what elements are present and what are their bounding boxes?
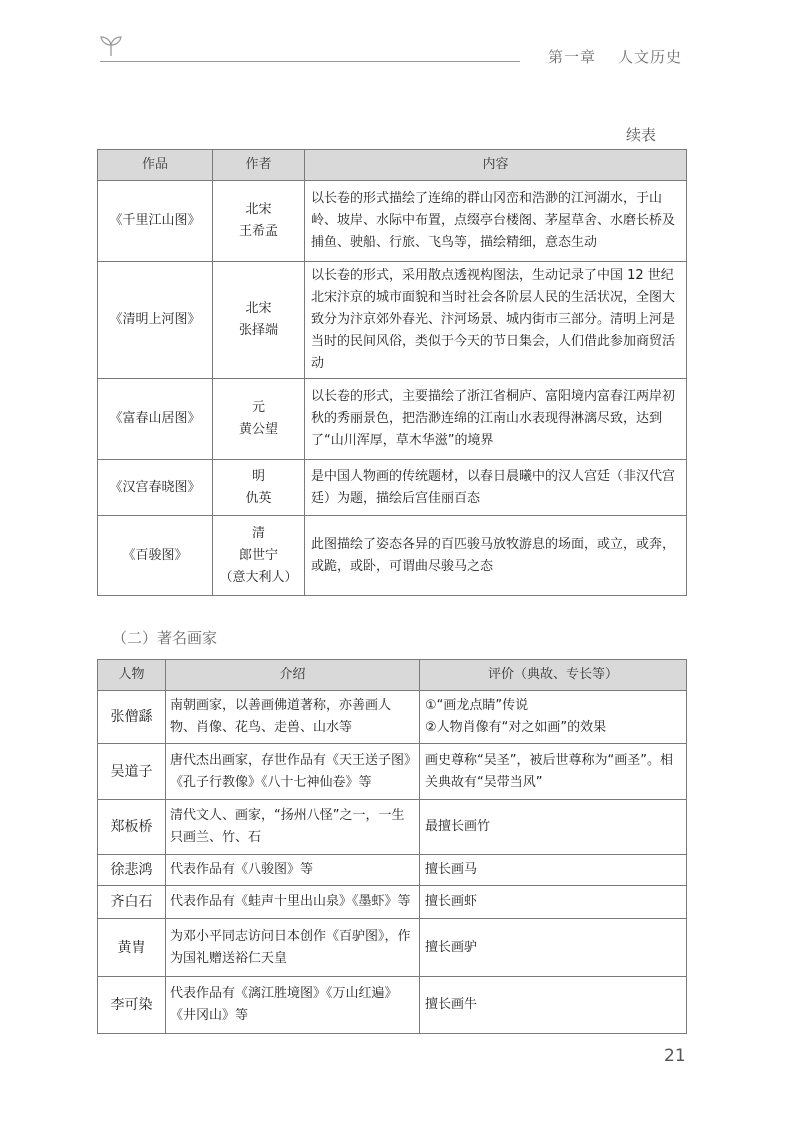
work-author (213, 379, 305, 460)
work-title: 《汉宫春晓图》 (98, 460, 213, 516)
table-row (98, 181, 687, 262)
author-dynasty: 北宋 (245, 202, 272, 217)
work-author (213, 181, 305, 262)
painter-evaluation: 画史尊称“吴圣”，被后世尊称为“画圣”。相关典故有“吴带当风” (420, 744, 687, 800)
work-content: 是中国人物画的传统题材，以春日晨曦中的汉人宫廷（非汉代宫廷）为题，描绘后宫佳丽百态 (305, 460, 687, 516)
painter-intro: 代表作品有《漓江胜境图》《万山红遍》《井冈山》等 (166, 977, 420, 1034)
painter-name: 郑板桥 (98, 800, 166, 855)
chapter-title: 人文历史 (618, 48, 683, 66)
column-header-author: 作者 (213, 150, 305, 181)
painter-evaluation: 擅长画虾 (420, 886, 687, 919)
table-row (98, 460, 687, 516)
page-header (0, 0, 800, 80)
column-header-person: 人物 (98, 660, 166, 691)
author-name: 仇英 (245, 490, 272, 506)
painter-intro: 代表作品有《蛙声十里出山泉》《墨虾》等 (166, 886, 420, 919)
painter-name: 齐白石 (98, 886, 166, 919)
painter-name: 李可染 (98, 977, 166, 1034)
author-nationality: （意大利人） (219, 569, 298, 585)
painter-name: 徐悲鸿 (98, 855, 166, 886)
table-row (98, 379, 687, 460)
table-row (98, 516, 687, 596)
painter-evaluation: 擅长画驴 (420, 919, 687, 977)
table-row (98, 691, 687, 744)
painter-evaluation (420, 691, 687, 744)
author-name: 黄公望 (238, 422, 278, 437)
painter-evaluation: 擅长画马 (420, 855, 687, 886)
work-title: 《百骏图》 (98, 516, 213, 596)
author-name: 郎世宁 (238, 547, 278, 563)
work-author (213, 460, 305, 516)
author-dynasty: 元 (251, 400, 265, 415)
author-dynasty: 清 (251, 525, 265, 541)
table-row (98, 744, 687, 800)
column-header-evaluation: 评价（典故、专长等） (420, 660, 687, 691)
painter-name: 张僧繇 (98, 691, 166, 744)
painter-evaluation: 最擅长画竹 (420, 800, 687, 855)
painter-evaluation: 擅长画牛 (420, 977, 687, 1034)
table-row (98, 977, 687, 1034)
painter-intro: 为邓小平同志访问日本创作《百驴图》，作为国礼赠送裕仁天皇 (166, 919, 420, 977)
painter-intro: 唐代杰出画家，存世作品有《天王送子图》《孔子行教像》《八十七神仙卷》等 (166, 744, 420, 800)
author-dynasty: 北宋 (245, 301, 272, 316)
work-title: 《清明上河图》 (98, 262, 213, 379)
table-row (98, 855, 687, 886)
header-rule (100, 61, 520, 62)
column-header-content: 内容 (305, 150, 687, 181)
work-content: 此图描绘了姿态各异的百匹骏马放牧游息的场面，或立，或奔，或跪，或卧，可谓曲尽骏马之态 (305, 516, 687, 596)
painter-intro: 清代文人、画家，“扬州八怪”之一，一生只画兰、竹、石 (166, 800, 420, 855)
table-row (98, 886, 687, 919)
author-dynasty: 明 (251, 468, 265, 484)
work-title: 《千里江山图》 (98, 181, 213, 262)
work-content: 以长卷的形式，主要描绘了浙江省桐庐、富阳境内富春江两岸初秋的秀丽景色，把浩渺连绵的江南山水表现得淋漓尽致，达到了“山川浑厚，草木华滋”的境界 (305, 379, 687, 460)
work-author (213, 516, 305, 596)
author-name: 张择端 (238, 323, 278, 338)
column-header-intro: 介绍 (166, 660, 420, 691)
table-header-row (98, 150, 687, 181)
painter-name: 黄胄 (98, 919, 166, 977)
column-header-work: 作品 (98, 150, 213, 181)
section-title: （二）著名画家 (112, 629, 218, 647)
evaluation-line: ②人物肖像有“对之如画”的效果 (425, 720, 607, 735)
table-row (98, 800, 687, 855)
sprout-icon (96, 30, 126, 60)
painters-table (97, 659, 687, 1034)
page-number: 21 (664, 1046, 686, 1066)
table-row (98, 919, 687, 977)
artworks-table (97, 149, 687, 596)
work-author (213, 262, 305, 379)
continued-label: 续表 (626, 126, 657, 144)
chapter-heading (548, 46, 682, 67)
work-title: 《富春山居图》 (98, 379, 213, 460)
table-header-row (98, 660, 687, 691)
painter-name: 吴道子 (98, 744, 166, 800)
painter-intro: 代表作品有《八骏图》等 (166, 855, 420, 886)
painter-intro: 南朝画家，以善画佛道著称，亦善画人物、肖像、花鸟、走兽、山水等 (166, 691, 420, 744)
chapter-number: 第一章 (548, 48, 597, 66)
author-name: 王希孟 (238, 224, 278, 239)
evaluation-line: ①“画龙点睛”传说 (425, 698, 529, 713)
work-content: 以长卷的形式描绘了连绵的群山冈峦和浩渺的江河湖水，于山岭、坡岸、水际中布置，点缀亭台楼阁、茅屋草舍、水磨长桥及捕鱼、驶船、行旅、飞鸟等，描绘精细，意态生动 (305, 181, 687, 262)
table-row (98, 262, 687, 379)
work-content: 以长卷的形式，采用散点透视构图法，生动记录了中国 12 世纪北宋汴京的城市面貌和当时社会各阶层人民的生活状况，全图大致分为汴京郊外春光、汴河场景、城内街市三部分。清明上河是当时的民间风俗，类似于今天的节日集会，人们借此参加商贸活动 (305, 262, 687, 379)
